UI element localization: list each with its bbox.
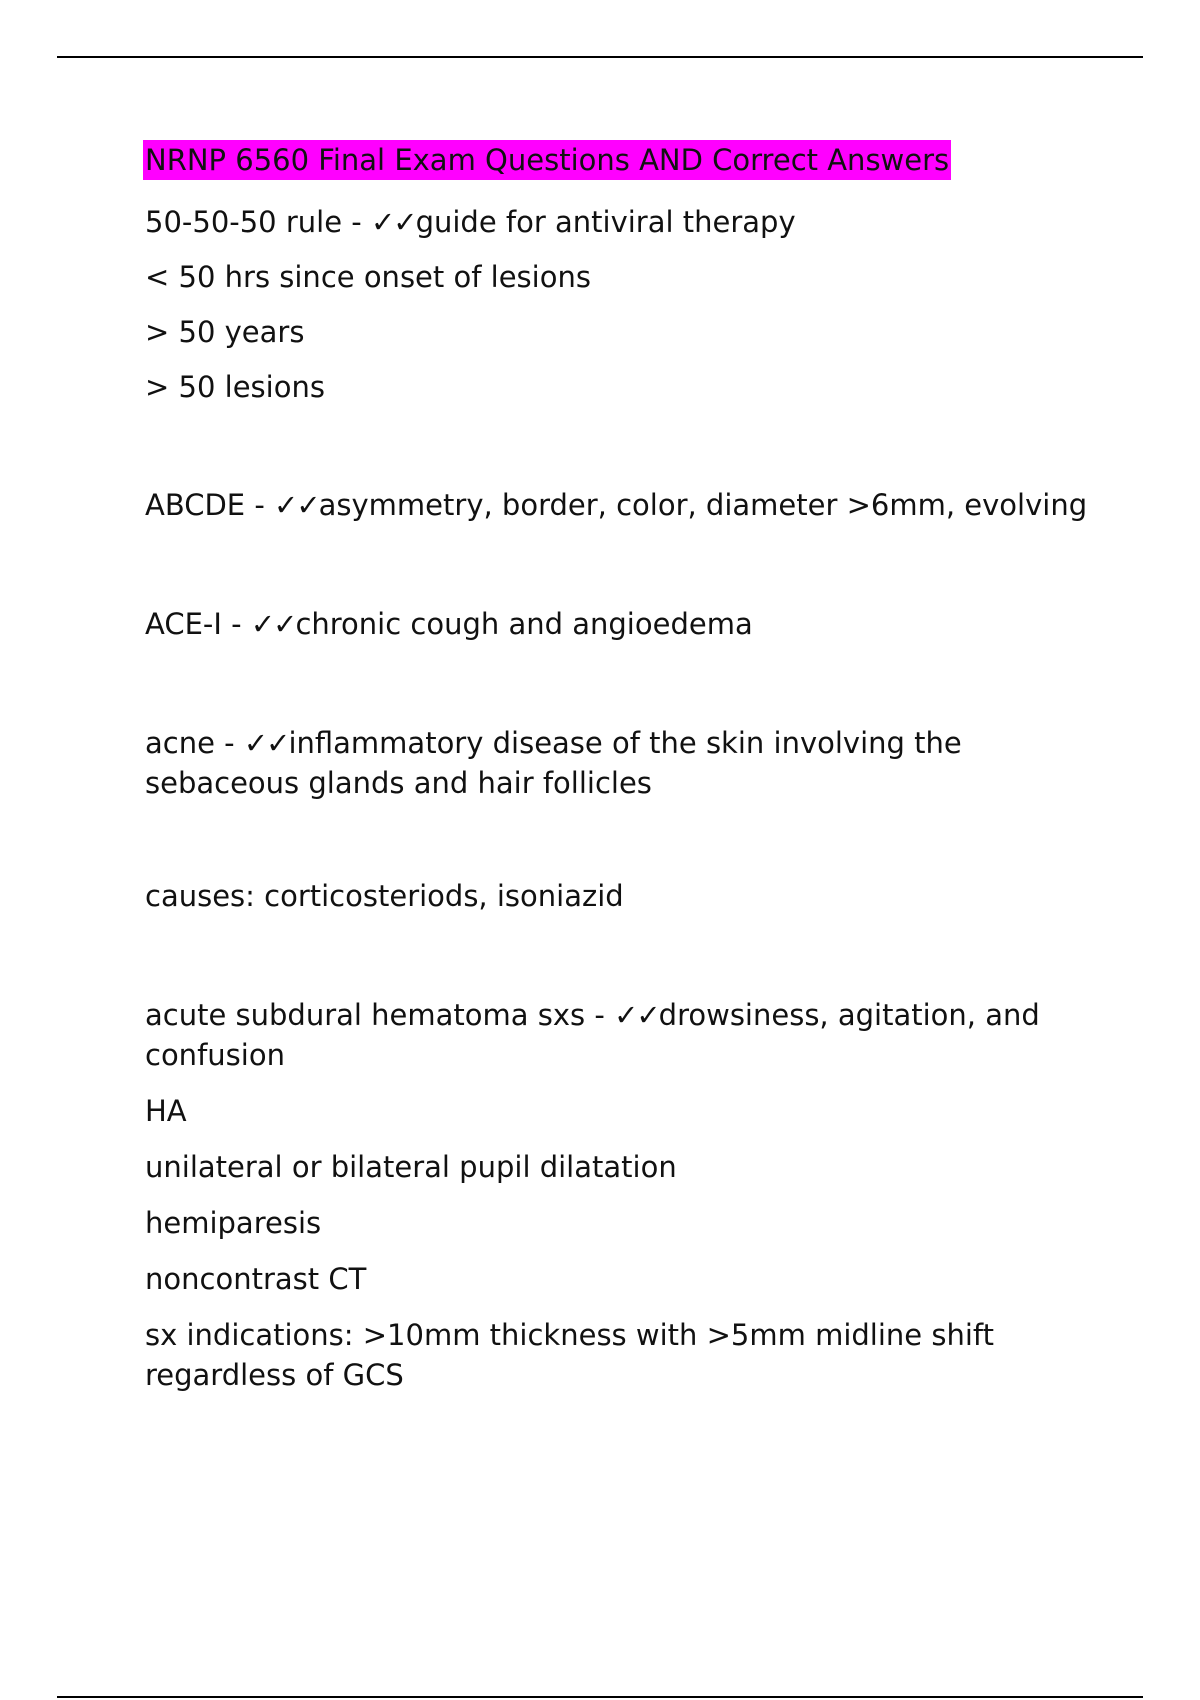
- qa-term: ABCDE -: [145, 488, 275, 522]
- qa-entry-subdural: [145, 995, 1105, 1395]
- qa-term: ACE-I -: [145, 607, 251, 641]
- qa-question-line: [145, 202, 1105, 242]
- qa-detail: sx indications: >10mm thickness with >5mm midline shift regardless of GCS: [145, 1318, 1004, 1392]
- qa-question-line: [145, 604, 1105, 644]
- qa-answer: guide for antiviral therapy: [415, 205, 796, 239]
- qa-entry-ace-i: [145, 604, 1105, 644]
- qa-detail: unilateral or bilateral pupil dilatation: [145, 1150, 677, 1184]
- title-row: [145, 140, 1105, 180]
- qa-entry-abcde: [145, 485, 1105, 525]
- check-mark-icon: ✓✓: [243, 726, 289, 760]
- qa-detail: > 50 lesions: [145, 370, 325, 404]
- qa-entry-acne: [145, 723, 1105, 916]
- qa-detail: causes: corticosteriods, isoniazid: [145, 879, 624, 913]
- qa-entry-fifty-rule: [145, 202, 1105, 407]
- check-mark-icon: ✓✓: [274, 488, 319, 522]
- qa-term: acute subdural hematoma sxs -: [145, 998, 615, 1032]
- footer-rule: [57, 1696, 1143, 1698]
- qa-question-line: [145, 995, 1105, 1075]
- document-body: [145, 140, 1105, 1395]
- qa-answer: inflammatory disease of the skin involving the sebaceous glands and hair follicles: [145, 726, 971, 800]
- check-mark-icon: ✓✓: [614, 998, 659, 1032]
- qa-detail: noncontrast CT: [145, 1262, 367, 1296]
- qa-detail: > 50 years: [145, 315, 305, 349]
- qa-question-line: [145, 485, 1105, 525]
- qa-term: acne -: [145, 726, 244, 760]
- check-mark-icon: ✓✓: [370, 205, 416, 239]
- check-mark-icon: ✓✓: [250, 607, 296, 641]
- qa-detail: < 50 hrs since onset of lesions: [145, 260, 591, 294]
- qa-answer: chronic cough and angioedema: [295, 607, 753, 641]
- qa-detail: HA: [145, 1094, 187, 1128]
- qa-answer: drowsiness, agitation, and confusion: [145, 998, 1050, 1072]
- qa-detail: hemiparesis: [145, 1206, 322, 1240]
- header-rule: [57, 56, 1143, 58]
- document-title: NRNP 6560 Final Exam Questions AND Correct Answers: [143, 140, 951, 180]
- qa-term: 50-50-50 rule -: [145, 205, 371, 239]
- qa-question-line: [145, 723, 1105, 803]
- qa-answer: asymmetry, border, color, diameter >6mm, evolving: [318, 488, 1088, 522]
